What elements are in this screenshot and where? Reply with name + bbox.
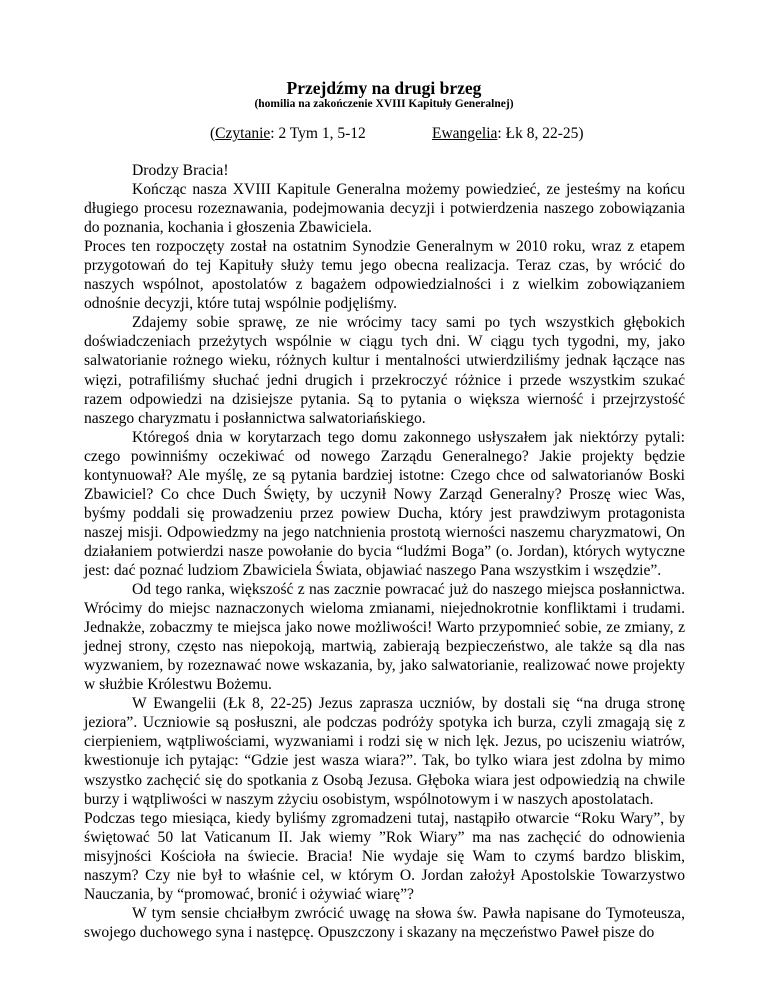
document-title: Przejdźmy na drugi brzeg [286, 78, 482, 98]
first-reading-ref: : 2 Tym 1, 5-12 [270, 125, 366, 142]
paragraph: W Ewangelii (Łk 8, 22-25) Jezus zaprasza uczniów, by dostali się “na druga stronę jeziora”. Uczniowie są posłuszni, ale podczas podróży spotyka ich burza, czyli zmagają się z cierpieniem, wątpliwościami, wyzwaniami i rodzi się w nich lęk. Jezus, po uciszeniu wiatrów, kwestionuje ich pytając: “Gdzie jest wasza wiara?”. Tak, bo tylko wiara jest zdolna by mimo wszystko zachęcić się do spotkania z Osobą Jezusa. Głęboka wiara jest odpowiedzią na chwile burzy i wątpliwości w naszym zżyciu osobistym, wspólnotowym i w naszych apostolatach. [84, 695, 685, 808]
first-reading [210, 125, 366, 143]
paragraph: Proces ten rozpoczęty został na ostatnim Synodzie Generalnym w 2010 roku, wraz z etapem przygotowań do tej Kapituły służy temu jego obecna realizacja. Teraz czas, by wrócić do naszych wspólnot, apostolatów z bagażem odpowiedzialności i z wielkim zobowiązaniem odnośnie decyzji, które tutaj wspólnie podjęliśmy. [84, 238, 685, 313]
paragraph: Od tego ranka, większość z nas zacznie powracać już do naszego miejsca posłannictwa. Wrócimy do miejsc naznaczonych wieloma zmianami, niejednokrotnie konfliktami i trudami. Jednakże, zobaczmy te miejsca jako nowe możliwości! Warto przypomnieć sobie, ze zmiany, z jednej strony, często nas niepokoją, martwią, zabierają bezpieczeństwo, ale także są dla nas wyzwaniem, by rozeznawać nowe wskazania, by, jako salwatorianie, realizować nowe projekty w służbie Królestwu Bożemu. [84, 581, 685, 694]
first-reading-prefix: ( [210, 125, 216, 142]
document-subtitle: (homilia na zakończenie XVIII Kapituły Generalnej) [254, 98, 514, 110]
first-reading-label: Czytanie [215, 125, 271, 142]
paragraph: W tym sensie chciałbym zwrócić uwagę na słowa św. Pawła napisane do Tymoteusza, swojego duchowego syna i następcę. Opuszczony i skazany na męczeństwo Paweł pisze do [84, 904, 685, 941]
gospel-reading-ref: : Łk 8, 22-25) [497, 125, 584, 142]
homily-body [84, 161, 685, 942]
paragraph: Któregoś dnia w korytarzach tego domu zakonnego usłyszałem jak niektórzy pytali: czego powinniśmy oczekiwać od nowego Zarządu Generalnego? Jakie projekty będzie kontynuował? Ale myślę, ze są pytania bardziej istotne: Czego chce od salwatorianów Boski Zbawiciel? Co chce Duch Święty, by uczynił Nowy Zarząd Generalny? Proszę wiec Was, byśmy poddali się prowadzeniu przez powiew Ducha, który jest prawdziwym protagonista naszej misji. Odpowiedzmy na jego natchnienia prostotą wierności naszemu charyzmatowi, On działaniem potwierdzi nasze powołanie do bycia “ludźmi Boga” (o. Jordan), których wytyczne jest: dać poznać ludziom Zbawiciela Świata, objawiać naszego Pana wszystkim i wszędzie”. [84, 428, 685, 579]
paragraph: Podczas tego miesiąca, kiedy byliśmy zgromadzeni tutaj, nastąpiło otwarcie “Roku Wary”, by świętować 50 lat Vaticanum II. Jak wiemy ”Rok Wiary” ma nas zachęcić do odnowienia misyjności Kościoła na świecie. Bracia! Nie wydaje się Wam to czymś bardzo bliskim, naszym? Czy nie był to właśnie cel, w którym O. Jordan założył Apostolskie Towarzystwo Nauczania, by “promować, bronić i ożywiać wiarę”? [84, 809, 685, 903]
gospel-reading [432, 125, 584, 143]
paragraph-greeting: Drodzy Bracia! [132, 162, 229, 179]
paragraph: Kończąc nasza XVIII Kapitule Generalna możemy powiedzieć, ze jesteśmy na końcu długiego procesu rozeznawania, podejmowania decyzji i potwierdzenia naszego zobowiązania do poznania, kochania i głoszenia Zbawiciela. [84, 181, 685, 237]
paragraph: Zdajemy sobie sprawę, ze nie wrócimy tacy sami po tych wszystkich głębokich doświadczeniach przeżytych wspólnie w ciągu tych dni. W ciągu tych tygodni, my, jako salwatorianie rożnego wieku, różnych kultur i mentalności utwierdziliśmy jednak łączące nas więzi, potrafiliśmy słuchać jedni drugich i przekroczyć różnice i przede wszystkim szukać razem odpowiedzi na dzisiejsze pytania. Są to pytania o większa wierność i przejrzystość naszego charyzmatu i posłannictwa salwatoriańskiego. [84, 314, 685, 427]
gospel-reading-label: Ewangelia [432, 125, 498, 142]
